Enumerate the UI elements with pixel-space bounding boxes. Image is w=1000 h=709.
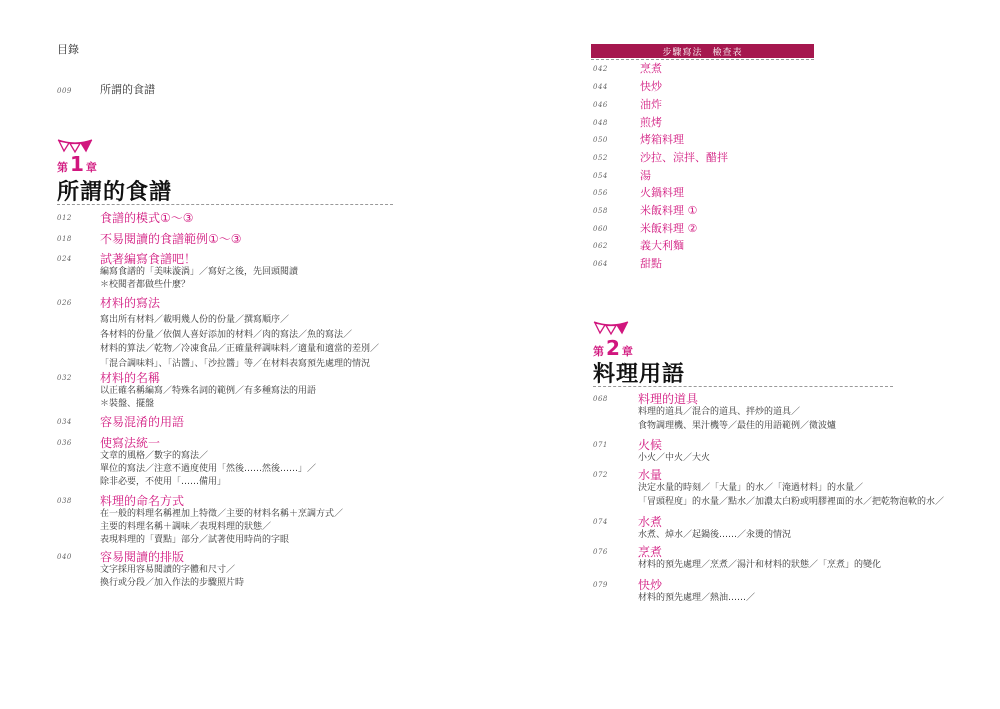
entry-page-number: 038: [57, 497, 72, 505]
entry-detail: ＊裝盤、擺盤: [100, 399, 155, 410]
entry-detail: 換行或分段／加入作法的步驟照片時: [100, 578, 245, 589]
checklist-header: [591, 44, 814, 58]
entry-title: 烹煮: [640, 62, 662, 75]
entry-title: 烤箱料理: [640, 133, 684, 146]
entry-page-number: 018: [57, 235, 72, 243]
entry-page-number: 060: [593, 225, 608, 233]
entry-detail: 小火／中火／大火: [638, 453, 711, 463]
entry-detail: 單位的寫法／注意不過度使用「然後……然後……」／: [100, 464, 317, 475]
entry-page-number: 050: [593, 136, 608, 144]
entry-title: 料理的命名方式: [100, 494, 185, 508]
chapter2-suffix: 章: [621, 345, 633, 358]
entry-page-number: 048: [593, 119, 608, 127]
entry-title: 料理的道具: [638, 392, 699, 406]
entry-title: 米飯料理 ①: [640, 204, 698, 217]
entry-title: 煎烤: [640, 116, 662, 129]
checklist-title: 步驟寫法 檢查表: [662, 48, 743, 58]
entry-page-number: 071: [593, 441, 608, 449]
entry-detail: 材料的預先處理／熱油……／: [638, 593, 756, 603]
intro-title: 所謂的食譜: [100, 83, 155, 96]
chapter1-number: [57, 152, 97, 176]
entry-detail: 表現料理的「賣點」部分／試著使用時尚的字眼: [100, 535, 290, 546]
entry-detail: 決定水量的時刻／「大量」的水／「淹過材料」的水量／: [638, 483, 864, 493]
entry-page-number: 064: [593, 260, 608, 268]
right-page: [500, 0, 1000, 709]
entry-title: 甜點: [640, 257, 662, 270]
entry-title: 水量: [638, 468, 663, 482]
entry-title: 快炒: [640, 80, 662, 93]
entry-page-number: 054: [593, 172, 608, 180]
chapter1-prefix: 第: [57, 161, 68, 174]
chapter1-digit: 1: [70, 152, 84, 176]
entry-page-number: 074: [593, 518, 608, 526]
chapter2-title: 料理用語: [593, 362, 686, 387]
entry-detail: 料理的道具／混合的道具、拌炒的道具／: [638, 407, 801, 417]
entry-page-number: 056: [593, 189, 608, 197]
entry-title: 材料的名稱: [100, 371, 161, 385]
entry-detail: 材料的算法／乾物／冷凍食品／正確量秤調味料／適量和適當的差別／: [100, 344, 380, 354]
entry-detail: 「冒頭程度」的水量／點水／加濃太白粉或明膠裡面的水／把乾物泡軟的水／: [638, 496, 945, 507]
entry-page-number: 034: [57, 418, 72, 426]
entry-page-number: 072: [593, 471, 608, 479]
entry-page-number: 036: [57, 439, 72, 447]
entry-detail: 以正確名稱編寫／特殊名詞的範例／有多種寫法的用語: [100, 386, 317, 396]
entry-detail: 主要的料理名稱＋調味／表現料理的狀態／: [100, 522, 272, 533]
entry-title: 材料的寫法: [100, 296, 161, 310]
entry-page-number: 042: [593, 65, 608, 73]
entry-detail: 材料的預先處理／烹煮／湯汁和材料的狀態／「烹煮」的變化: [638, 560, 882, 570]
entry-title: 快炒: [638, 578, 663, 592]
entry-detail: 編寫食譜的「美味漩渦」／寫好之後，先回頭閱讀: [100, 267, 299, 277]
entry-detail: 在一般的料理名稱裡加上特徵／主要的材料名稱＋烹調方式／: [100, 509, 344, 519]
toc-label: 目錄: [57, 43, 79, 56]
entry-title: 試著編寫食譜吧！: [100, 252, 197, 266]
chapter2-divider: [593, 386, 893, 387]
entry-detail: 各材料的份量／依個人喜好添加的材料／肉的寫法／魚的寫法／: [100, 329, 353, 340]
entry-title: 容易閱讀的排版: [100, 550, 185, 564]
bunting-decoration-icon: [593, 320, 629, 336]
entry-page-number: 012: [57, 214, 72, 222]
entry-title: 食譜的模式①～③: [100, 211, 194, 225]
chapter1-divider: [57, 204, 393, 205]
entry-page-number: 058: [593, 207, 608, 215]
chapter1-suffix: 章: [85, 161, 97, 174]
entry-page-number: 046: [593, 101, 608, 109]
entry-page-number: 062: [593, 242, 608, 250]
entry-title: 米飯料理 ②: [640, 222, 698, 235]
checklist-divider: [591, 59, 814, 60]
entry-title: 不易閱讀的食譜範例①～③: [100, 232, 242, 246]
entry-page-number: 040: [57, 553, 72, 561]
entry-title: 義大利麵: [640, 239, 684, 252]
entry-detail: 水煮、焯水／起鍋後……／汆燙的情況: [638, 530, 792, 540]
entry-title: 使寫法統一: [100, 436, 161, 450]
chapter2-digit: 2: [606, 336, 620, 360]
entry-page-number: 032: [57, 374, 72, 382]
entry-page-number: 024: [57, 255, 72, 263]
entry-detail: 寫出所有材料／載明幾人份的份量／撰寫順序／: [100, 315, 290, 325]
entry-detail: 食物調理機、果汁機等／最佳的用語範例／微波爐: [638, 420, 837, 431]
entry-page-number: 026: [57, 299, 72, 307]
entry-title: 沙拉、涼拌、醋拌: [640, 151, 728, 164]
entry-detail: 除非必要，不使用「……備用」: [100, 477, 227, 488]
chapter1-title: 所謂的食譜: [57, 180, 173, 205]
entry-page-number: 052: [593, 154, 608, 162]
entry-title: 火候: [638, 438, 663, 452]
entry-title: 容易混淆的用語: [100, 415, 185, 429]
entry-title: 烹煮: [638, 545, 663, 559]
entry-detail: 文字採用容易閱讀的字體和尺寸／: [100, 565, 236, 575]
entry-page-number: 044: [593, 83, 608, 91]
entry-detail: 「混合調味料」、「沾醬」、「沙拉醬」等／在材料表寫預先處理的情況: [100, 358, 371, 369]
chapter2-prefix: 第: [593, 345, 604, 358]
chapter2-number: [593, 336, 633, 360]
entry-title: 火鍋料理: [640, 186, 684, 199]
intro-page-number: 009: [57, 87, 72, 95]
entry-page-number: 079: [593, 581, 608, 589]
entry-detail: 文章的風格／數字的寫法／: [100, 451, 209, 461]
entry-title: 油炸: [640, 98, 662, 111]
entry-title: 水煮: [638, 515, 663, 529]
entry-detail: ＊校閱者都做些什麼？: [100, 280, 191, 291]
entry-page-number: 076: [593, 548, 608, 556]
entry-title: 湯: [640, 169, 651, 182]
entry-page-number: 068: [593, 395, 608, 403]
